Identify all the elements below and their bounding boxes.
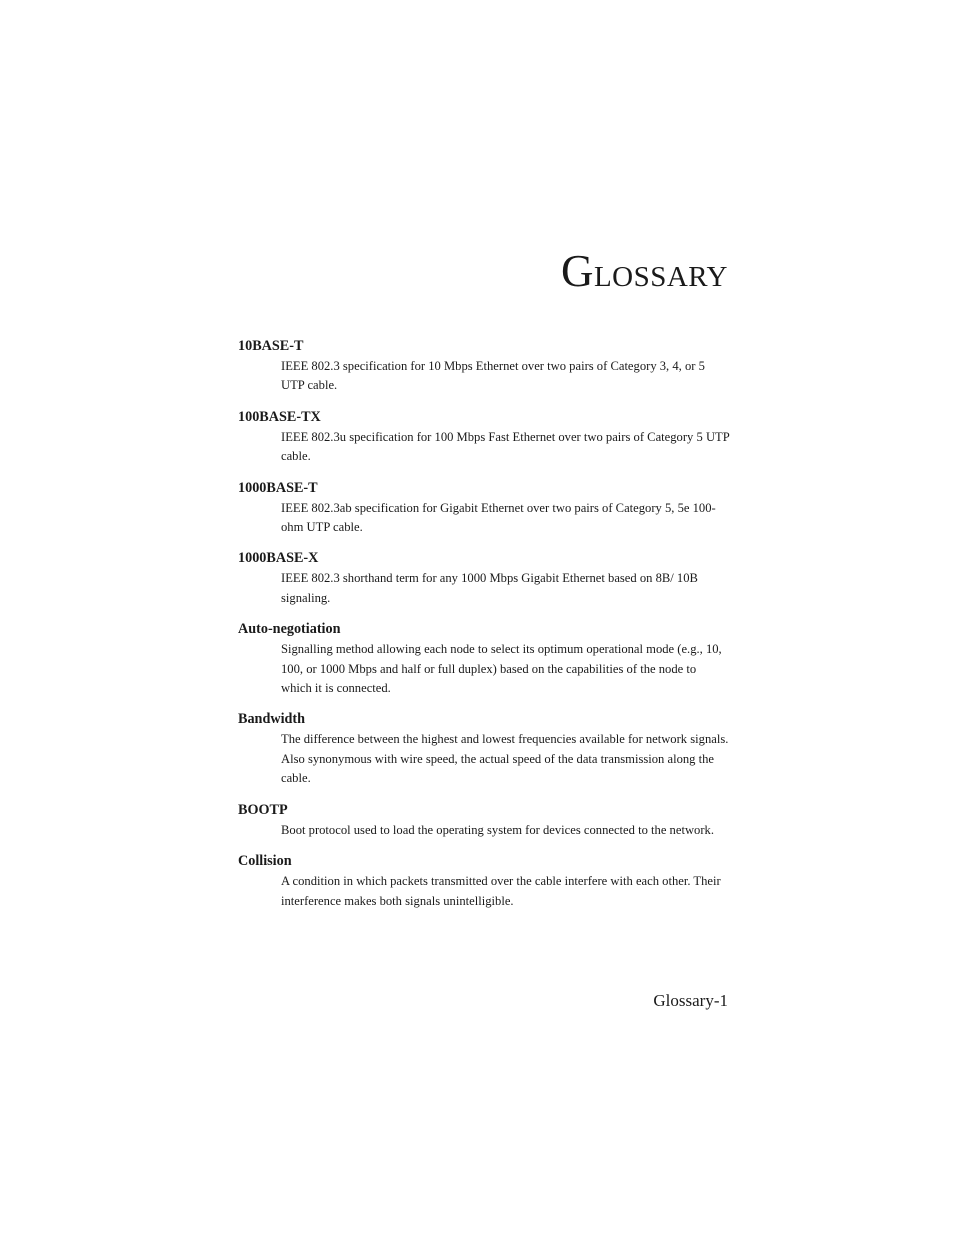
glossary-definition: IEEE 802.3 specification for 10 Mbps Ethernet over two pairs of Category 3, 4, or 5 UTP cable. <box>281 359 705 393</box>
glossary-definition: IEEE 802.3u specification for 100 Mbps Fast Ethernet over two pairs of Category 5 UTP cable. <box>281 429 730 464</box>
glossary-term: BOOTP <box>238 801 288 818</box>
glossary-term: 1000BASE-X <box>238 550 319 567</box>
glossary-entry <box>238 852 730 911</box>
glossary-term: 10BASE-T <box>238 338 304 354</box>
glossary-definition: Boot protocol used to load the operating system for devices connected to the network. <box>281 822 714 837</box>
glossary-entry <box>238 710 730 788</box>
glossary-entry <box>238 549 730 608</box>
glossary-term: 1000BASE-T <box>238 479 318 496</box>
glossary-term: Collision <box>238 853 292 870</box>
glossary-term: Bandwidth <box>238 711 306 728</box>
glossary-definition: The difference between the highest and lowest frequencies available for network signals. Also synonymous with wire speed, the actual speed of the data transmission along the cable. <box>281 732 729 786</box>
glossary-definition: A condition in which packets transmitted over the cable interfere with each other. Their interference makes both signals unintelligible. <box>281 874 721 908</box>
page-title <box>561 245 728 297</box>
glossary-entry <box>238 479 730 538</box>
glossary-entry <box>238 408 730 467</box>
glossary-list <box>238 337 730 923</box>
glossary-term: Auto-negotiation <box>238 621 341 638</box>
glossary-definition: IEEE 802.3 shorthand term for any 1000 Mbps Gigabit Ethernet based on 8B/ 10B signaling. <box>281 571 698 605</box>
glossary-entry <box>238 801 730 840</box>
page-title-rest: LOSSARY <box>593 261 728 293</box>
page-title-initial: G <box>560 246 594 296</box>
glossary-definition: IEEE 802.3ab specification for Gigabit Ethernet over two pairs of Category 5, 5e 100-ohm UTP cable. <box>281 500 716 535</box>
glossary-entry <box>238 620 730 698</box>
glossary-term: 100BASE-TX <box>238 408 321 425</box>
glossary-entry <box>238 337 730 396</box>
page-number: Glossary-1 <box>653 991 728 1010</box>
glossary-definition: Signalling method allowing each node to select its optimum operational mode (e.g., 10, 100, or 1000 Mbps and half or full duplex) based on the capabilities of the node to which it is connected. <box>281 642 722 696</box>
